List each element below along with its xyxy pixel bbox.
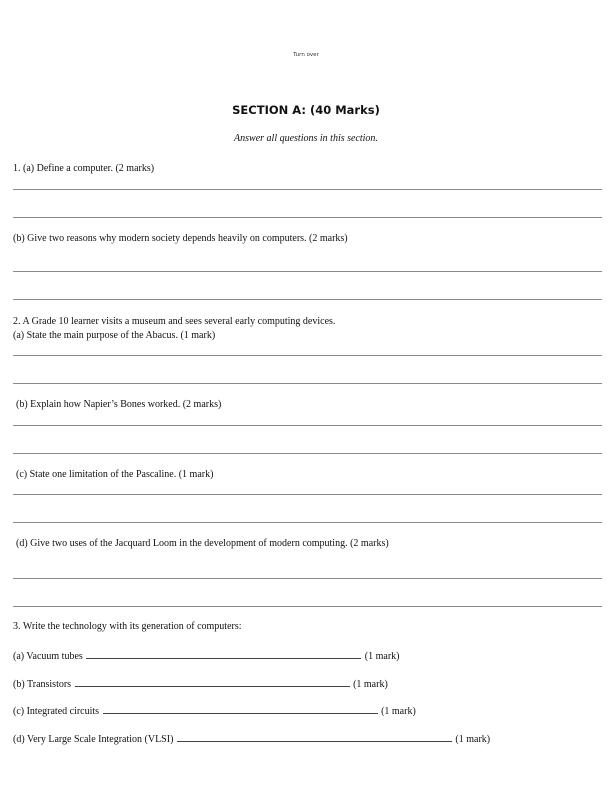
question-3a-marks: (1 mark) (364, 651, 400, 662)
question-2-intro: 2. A Grade 10 learner visits a museum and sees several early computing devices. (13, 316, 336, 327)
question-3d-row (13, 732, 490, 746)
question-3b-marks: (1 mark) (353, 679, 388, 690)
answer-line[interactable] (13, 271, 602, 272)
question-3b-label: (b) Transistors (13, 679, 72, 690)
question-1b: (b) Give two reasons why modern society depends heavily on computers. (2 marks) (13, 233, 348, 244)
answer-line[interactable] (13, 355, 602, 356)
answer-line[interactable] (13, 453, 602, 454)
question-1a: 1. (a) Define a computer. (2 marks) (13, 163, 155, 174)
question-3d-marks: (1 mark) (455, 734, 491, 745)
question-3b-row (13, 677, 388, 691)
section-title: SECTION A: (40 Marks) (232, 103, 380, 117)
question-2d: (d) Give two uses of the Jacquard Loom in the development of modern computing. (2 marks) (16, 538, 389, 549)
answer-line[interactable] (13, 578, 602, 579)
answer-line[interactable] (13, 217, 602, 218)
answer-blank[interactable] (177, 732, 452, 742)
question-3d-label: (d) Very Large Scale Integration (VLSI) (13, 734, 174, 745)
answer-line[interactable] (13, 189, 602, 190)
answer-line[interactable] (13, 606, 602, 607)
question-3a-row (13, 649, 400, 663)
question-3a-label: (a) Vacuum tubes (13, 651, 83, 662)
answer-blank[interactable] (103, 704, 378, 714)
turn-over-note: Turn over (293, 52, 319, 58)
answer-line[interactable] (13, 494, 602, 495)
answer-line[interactable] (13, 522, 602, 523)
section-instructions: Answer all questions in this section. (234, 133, 378, 144)
answer-line[interactable] (13, 299, 602, 300)
question-3c-marks: (1 mark) (381, 706, 416, 717)
question-2c: (c) State one limitation of the Pascaline. (1 mark) (16, 469, 214, 480)
question-3-intro: 3. Write the technology with its generation of computers: (13, 621, 242, 632)
answer-blank[interactable] (75, 677, 350, 687)
question-2a: (a) State the main purpose of the Abacus. (1 mark) (13, 330, 216, 341)
answer-line[interactable] (13, 383, 602, 384)
answer-blank[interactable] (86, 649, 361, 659)
question-3c-label: (c) Integrated circuits (13, 706, 100, 717)
question-3c-row (13, 704, 416, 718)
answer-line[interactable] (13, 425, 602, 426)
question-2b: (b) Explain how Napier’s Bones worked. (2 marks) (16, 399, 222, 410)
